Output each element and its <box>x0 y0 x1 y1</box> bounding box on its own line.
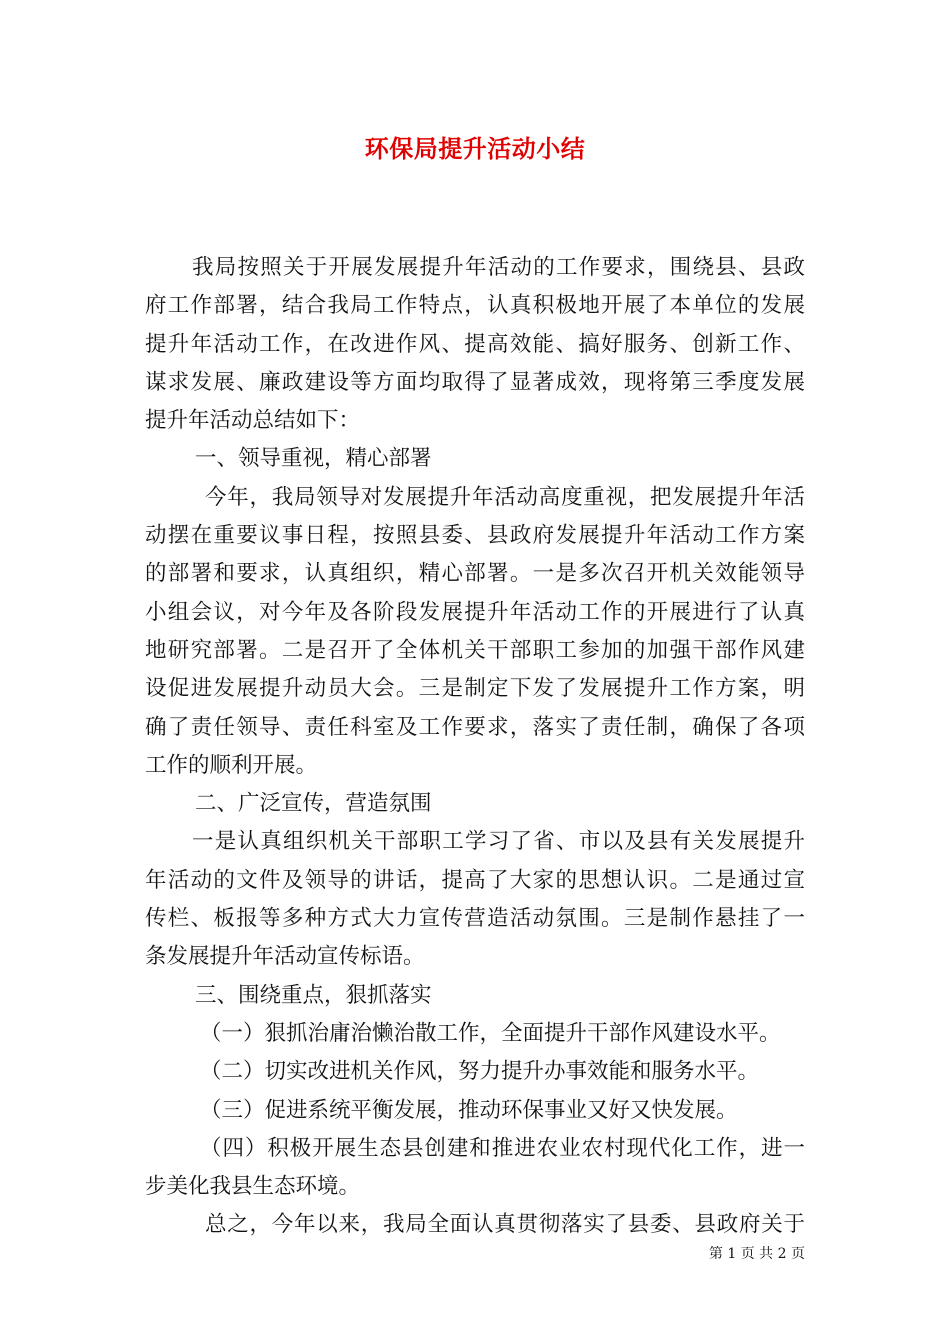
document-body <box>145 249 805 1245</box>
paragraph-line: 年活动的文件及领导的讲话，提高了大家的思想认识。二是通过宣 <box>145 867 805 893</box>
section-heading: 三、围绕重点，狠抓落实 <box>195 982 432 1008</box>
paragraph-line: 地研究部署。二是召开了全体机关干部职工参加的加强干部作风建 <box>145 637 805 663</box>
paragraph-line: 动摆在重要议事日程，按照县委、县政府发展提升年活动工作方案 <box>145 523 805 549</box>
sub-item-line: （四）积极开展生态县创建和推进农业农村现代化工作，进一 <box>200 1135 805 1161</box>
paragraph-line: 提升年活动工作，在改进作风、提高效能、搞好服务、创新工作、 <box>145 331 805 357</box>
paragraph-line: 总之，今年以来，我局全面认真贯彻落实了县委、县政府关于 <box>205 1212 805 1238</box>
paragraph-line: 我局按照关于开展发展提升年活动的工作要求，围绕县、县政 <box>192 255 805 280</box>
paragraph-line: 的部署和要求，认真组织，精心部署。一是多次召开机关效能领导 <box>145 561 805 587</box>
sub-item-line: （二）切实改进机关作风，努力提升办事效能和服务水平。 <box>200 1059 760 1085</box>
paragraph-line: 提升年活动总结如下： <box>145 408 361 434</box>
paragraph-line: 设促进发展提升动员大会。三是制定下发了发展提升工作方案，明 <box>145 676 805 702</box>
paragraph-line: 确了责任领导、责任科室及工作要求，落实了责任制，确保了各项 <box>145 714 805 740</box>
page-number: 第 1 页 共 2 页 <box>708 1246 805 1262</box>
sub-item-line: （一）狠抓治庸治懒治散工作，全面提升干部作风建设水平。 <box>200 1020 781 1046</box>
paragraph-line: 传栏、板报等多种方式大力宣传营造活动氛围。三是制作悬挂了一 <box>145 906 805 932</box>
paragraph-line: 条发展提升年活动宣传标语。 <box>145 944 425 970</box>
document-title: 环保局提升活动小结 <box>364 134 586 163</box>
section-heading: 一、领导重视，精心部署 <box>195 446 432 472</box>
paragraph-line: 府工作部署，结合我局工作特点，认真积极地开展了本单位的发展 <box>145 293 805 319</box>
sub-item-line: 步美化我县生态环境。 <box>145 1174 361 1200</box>
paragraph-line: 一是认真组织机关干部职工学习了省、市以及县有关发展提升 <box>192 829 805 855</box>
paragraph-line: 小组会议，对今年及各阶段发展提升年活动工作的开展进行了认真 <box>145 599 805 625</box>
section-heading: 二、广泛宣传，营造氛围 <box>195 791 432 817</box>
sub-item-line: （三）促进系统平衡发展，推动环保事业又好又快发展。 <box>200 1097 738 1123</box>
paragraph-line: 谋求发展、廉政建设等方面均取得了显著成效，现将第三季度发展 <box>145 369 805 395</box>
paragraph-line: 工作的顺利开展。 <box>145 752 318 778</box>
paragraph-line: 今年，我局领导对发展提升年活动高度重视，把发展提升年活 <box>205 484 805 510</box>
